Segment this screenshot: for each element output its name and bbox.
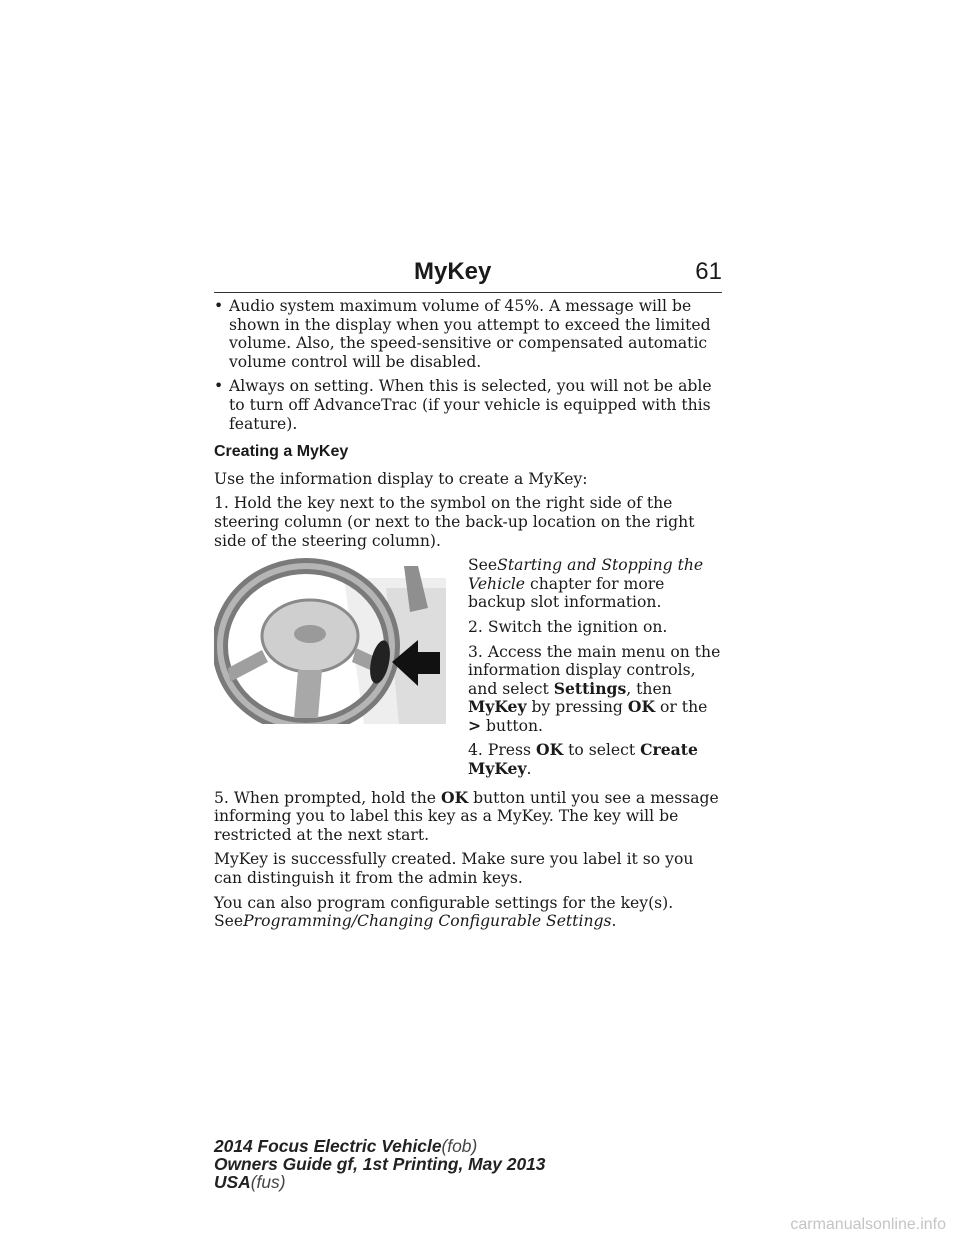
step-3-by: by pressing [531,698,623,717]
step-3-text: 3. Access the main menu on the information display controls, and select [468,642,721,698]
create-mykey-label: Create MyKey [468,740,698,779]
see-prefix: See [468,556,498,575]
see-suffix: . [611,912,617,931]
section-heading: Creating a MyKey [214,443,349,461]
steering-column-illustration [214,558,446,724]
watermark: carmanualsonline.info [790,1216,946,1233]
step-4-text: 4. Press [468,741,532,760]
footer-line-1 [214,1137,545,1155]
step-3-button: button. [486,716,543,735]
steering-wheel-icon [214,558,446,724]
arrow-label: > [468,715,482,735]
figure-row [214,556,722,785]
mykey-label: MyKey [468,697,527,717]
step-5-text: 5. When prompted, hold the [214,788,437,807]
step-4 [468,741,722,778]
footer-region: USA [214,1172,251,1192]
step-4-end: . [526,760,532,779]
see-reference-2 [214,912,722,931]
see-prefix: See [214,912,244,931]
program-paragraph [214,894,722,913]
print-footer [214,1137,545,1191]
settings-label: Settings [553,678,627,698]
program-text: You can also program configurable settings for the key(s). [214,893,674,912]
footer-line-2: Owners Guide gf, 1st Printing, May 2013 [214,1154,546,1174]
created-paragraph: MyKey is successfully created. Make sure you label it so you can distinguish it from the admin keys. [214,850,694,888]
ok-label: OK [535,740,564,760]
page-content [214,297,722,937]
footer-code: (fob) [441,1136,478,1156]
bullet-dot: • [214,377,224,396]
ok-label: OK [627,697,656,717]
settings-reference: Programming/Changing Configurable Settings [243,912,612,931]
step-5 [214,789,722,845]
step-5-rest: button until you see a message informing you to label this key as a MyKey. The key will be restricted at the next start. [214,788,719,844]
step-2: 2. Switch the ignition on. [468,617,668,636]
intro-text: Use the information display to create a MyKey: [214,469,588,488]
chapter-reference: Starting and Stopping the Vehicle [468,556,704,593]
see-suffix: chapter for more backup slot information. [468,574,665,612]
step-3 [468,643,722,736]
bullet-item [214,297,722,371]
footer-line-3 [214,1173,545,1191]
figure-side-text [468,556,722,785]
step-3-then: , then [626,679,672,698]
see-reference-1 [468,556,722,612]
footer-region-code: (fus) [250,1172,286,1192]
step-3-or: or the [660,698,708,717]
section-title: MyKey [414,258,492,285]
step-1: 1. Hold the key next to the symbol on the right side of the steering column (or next to the back-up location on the right side of the steering column). [214,494,695,550]
page-header [214,258,722,292]
bullet-item [214,377,722,433]
bullet-dot: • [214,297,224,315]
header-rule [214,292,722,293]
bullet-text: Always on setting. When this is selected, you will not be able to turn off AdvanceTrac (if your vehicle is equipped with this feature). [229,377,712,433]
footer-model: 2014 Focus Electric Vehicle [214,1136,442,1156]
step-4-to: to select [568,741,636,760]
page-number: 61 [695,258,722,285]
bullet-text: Audio system maximum volume of 45%. A message will be shown in the display when you attempt to exceed the limited volume. Also, the speed-sensitive or compensated automatic volume control will be disabled. [229,297,711,371]
ok-label: OK [440,787,469,807]
